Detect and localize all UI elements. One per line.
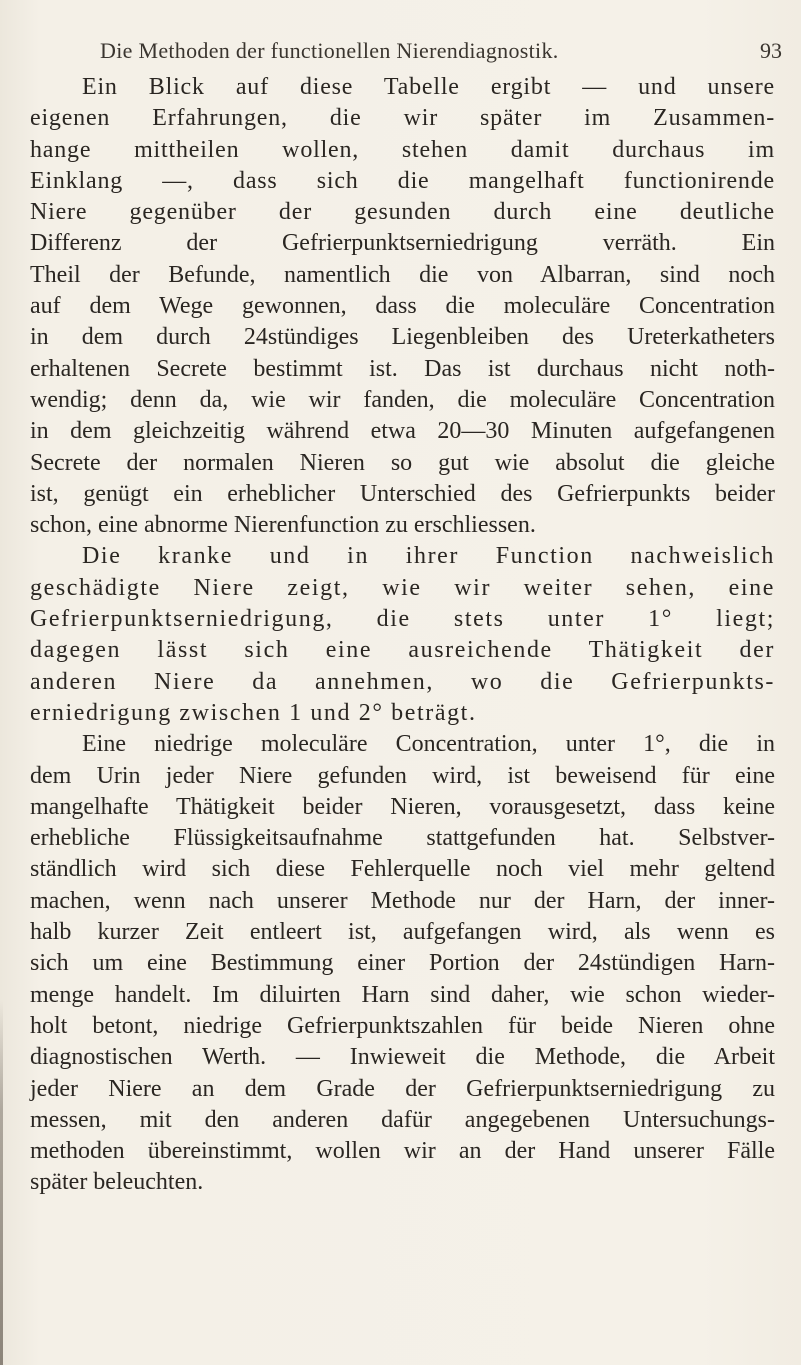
text-line: mangelhafte Thätigkeit beider Nieren, vorausgesetzt, dass keine (30, 793, 775, 820)
text-line: ständlich wird sich diese Fehlerquelle noch viel mehr geltend (30, 856, 775, 883)
text-line: in dem gleichzeitig während etwa 20—30 Minuten aufgefangenen (30, 418, 775, 445)
text-line: wendig; denn da, wie wir fanden, die moleculäre Concentration (30, 386, 775, 413)
text-line: hange mittheilen wollen, stehen damit durchaus im (30, 136, 775, 163)
text-line: Ein Blick auf diese Tabelle ergibt — und unsere (82, 74, 775, 100)
text-line: methoden übereinstimmt, wollen wir an der Hand unserer Fälle (30, 1138, 775, 1165)
text-line: anderen Niere da annehmen, wo die Gefrierpunkts- (30, 668, 775, 695)
text-line: dem Urin jeder Niere gefunden wird, ist beweisend für eine (30, 762, 775, 789)
text-line: halb kurzer Zeit entleert ist, aufgefangen wird, als wenn es (30, 919, 775, 946)
text-line: Einklang —, dass sich die mangelhaft functionirende (30, 167, 775, 194)
text-line: Gefrierpunktserniedrigung, die stets unter 1° liegt; (30, 606, 775, 633)
body-text (30, 72, 775, 1199)
text-line: eigenen Erfahrungen, die wir später im Zusammen- (30, 105, 775, 132)
text-line: Niere gegenüber der gesunden durch eine deutliche (30, 199, 775, 226)
text-line: ist, genügt ein erheblicher Unterschied des Gefrierpunkts beider (30, 480, 775, 507)
text-line: schon, eine abnorme Nierenfunction zu erschliessen. (30, 512, 536, 539)
text-line: Secrete der normalen Nieren so gut wie absolut die gleiche (30, 449, 775, 476)
text-line: erniedrigung zwischen 1 und 2° beträgt. (30, 699, 477, 726)
text-line: jeder Niere an dem Grade der Gefrierpunktserniedrigung zu (30, 1075, 775, 1102)
text-line: später beleuchten. (30, 1169, 204, 1196)
running-head (0, 20, 801, 63)
text-line: Die kranke und in ihrer Function nachweislich (82, 543, 775, 570)
text-line: sich um eine Bestimmung einer Portion der 24stündigen Harn- (30, 950, 775, 977)
text-line: erhebliche Flüssigkeitsaufnahme stattgefunden hat. Selbstver- (30, 825, 775, 852)
text-line: auf dem Wege gewonnen, dass die moleculäre Concentration (30, 293, 775, 320)
text-line: machen, wenn nach unserer Methode nur der Harn, der inner- (30, 887, 775, 914)
binding-shadow (0, 1000, 3, 1365)
text-line: in dem durch 24stündiges Liegenbleiben des Ureterkatheters (30, 324, 775, 351)
text-line: diagnostischen Werth. — Inwieweit die Methode, die Arbeit (30, 1044, 775, 1071)
text-line: erhaltenen Secrete bestimmt ist. Das ist durchaus nicht noth- (30, 355, 775, 382)
text-line: holt betont, niedrige Gefrierpunktszahlen für beide Nieren ohne (30, 1012, 775, 1039)
text-line: menge handelt. Im diluirten Harn sind daher, wie schon wieder- (30, 981, 775, 1008)
text-line: Differenz der Gefrierpunktserniedrigung verräth. Ein (30, 230, 775, 257)
text-line: Eine niedrige moleculäre Concentration, unter 1°, die in (82, 731, 775, 758)
running-title: Die Methoden der functionellen Nierendiagnostik. (100, 38, 559, 63)
text-line: messen, mit den anderen dafür angegebenen Untersuchungs- (30, 1106, 775, 1133)
text-line: Theil der Befunde, namentlich die von Albarran, sind noch (30, 261, 775, 288)
text-line: geschädigte Niere zeigt, wie wir weiter sehen, eine (30, 574, 775, 601)
page-number: 93 (760, 38, 782, 63)
text-line: dagegen lässt sich eine ausreichende Thätigkeit der (30, 637, 775, 664)
